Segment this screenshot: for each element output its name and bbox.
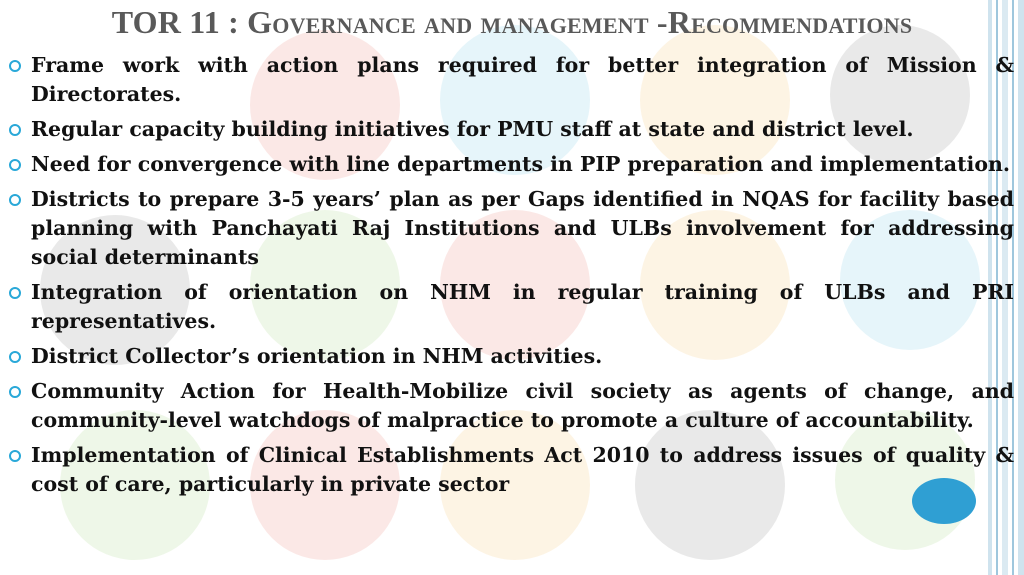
list-item [9,185,1014,272]
list-item-text: Implementation of Clinical Establishments Act 2010 to address issues of quality & cost of care, particularly in private sector [31,443,1014,496]
recommendation-list [9,51,1014,505]
list-item-text: Integration of orientation on NHM in regular training of ULBs and PRI representatives. [31,280,1014,333]
list-item-text: Regular capacity building initiatives for PMU staff at state and district level. [31,117,914,141]
circle-bullet-icon [9,194,21,206]
slide-title-prefix: TOR 11 : [111,4,248,40]
circle-bullet-icon [9,287,21,299]
circle-bullet-icon [9,60,21,72]
list-item [9,150,1014,179]
list-item [9,115,1014,144]
circle-bullet-icon [9,450,21,462]
list-item-text: Frame work with action plans required for better integration of Mission & Directorates. [31,53,1014,106]
slide-title [0,4,1024,41]
list-item [9,377,1014,435]
list-item-text: Districts to prepare 3-5 years’ plan as per Gaps identified in NQAS for facility based planning with Panchayati Raj Institutions and ULBs involvement for addressing social determinants [31,187,1014,269]
list-item [9,441,1014,499]
circle-bullet-icon [9,159,21,171]
list-item-text: Need for convergence with line departments in PIP preparation and implementation. [31,152,1011,176]
list-item-text: Community Action for Health-Mobilize civil society as agents of change, and community-level watchdogs of malpractice to promote a culture of accountability. [31,379,1014,432]
circle-bullet-icon [9,124,21,136]
slide-title-main: Governance and management -Recommendations [247,4,913,40]
list-item-text: District Collector’s orientation in NHM activities. [31,344,603,368]
list-item [9,342,1014,371]
circle-bullet-icon [9,386,21,398]
list-item [9,51,1014,109]
circle-bullet-icon [9,351,21,363]
list-item [9,278,1014,336]
